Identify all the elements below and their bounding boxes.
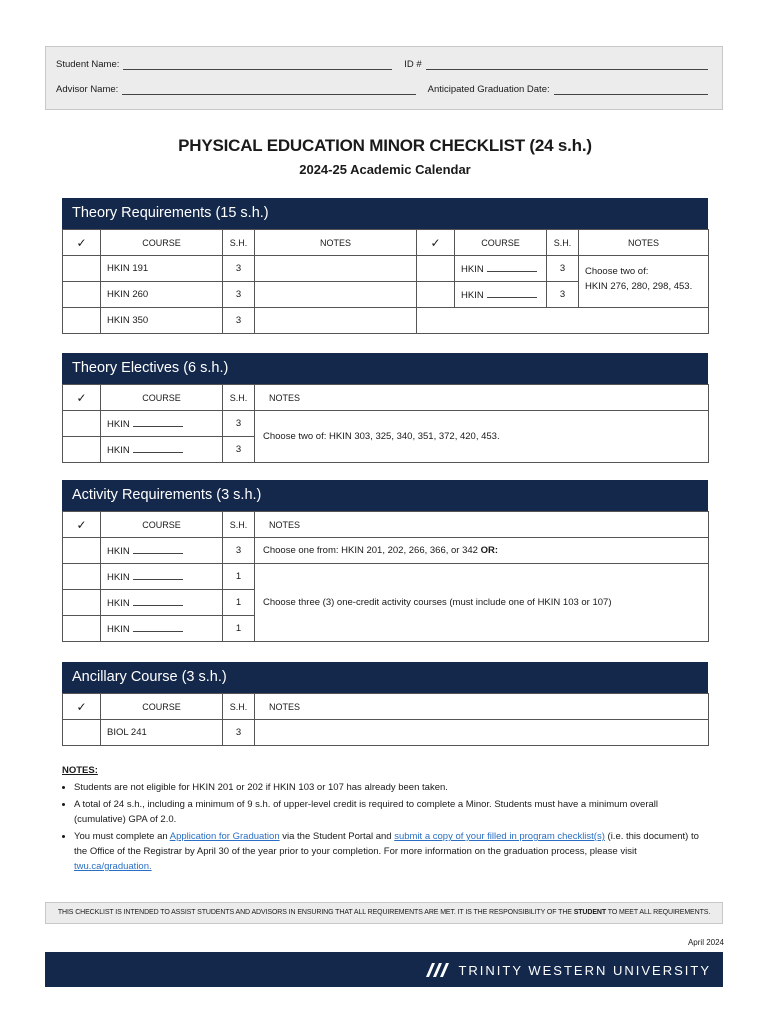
check-cell[interactable] <box>63 616 101 642</box>
application-for-graduation-link[interactable]: Application for Graduation <box>169 831 280 842</box>
check-cell[interactable] <box>417 256 455 282</box>
notes-column-header: NOTES <box>255 385 709 411</box>
student-info-box <box>45 46 723 110</box>
sh-cell: 3 <box>223 411 255 437</box>
sh-cell: 1 <box>223 590 255 616</box>
theory-section-heading: Theory Requirements (15 s.h.) <box>62 198 708 229</box>
sh-cell: 1 <box>223 616 255 642</box>
ancillary-section-heading: Ancillary Course (3 s.h.) <box>62 662 708 693</box>
note-item-3: • You must complete an Application for Graduation via the Student Portal and submit a copy of your filled in program checklist(s) (i.e. this document) to the Office of the Registrar by April 30 of the year prior to your completion. For more information on the graduation process, please visit twu.ca/graduation. <box>74 829 712 874</box>
activity-section-heading: Activity Requirements (3 s.h.) <box>62 480 708 511</box>
sh-column-header: S.H. <box>547 230 579 256</box>
grad-date-field[interactable] <box>554 84 708 95</box>
course-cell[interactable]: HKIN <box>455 256 547 282</box>
theory-table <box>62 229 709 334</box>
sh-cell: 3 <box>223 308 255 334</box>
course-cell: HKIN 260 <box>101 282 223 308</box>
footer-bar <box>45 952 723 987</box>
sh-cell: 1 <box>223 564 255 590</box>
student-name-label: Student Name: <box>56 59 120 70</box>
check-column-header: ✓ <box>63 385 101 411</box>
check-cell[interactable] <box>63 720 101 746</box>
id-label: ID # <box>404 59 422 70</box>
course-column-header: COURSE <box>101 512 223 538</box>
notes-cell[interactable] <box>255 308 417 334</box>
grad-date-label: Anticipated Graduation Date: <box>427 84 550 95</box>
university-name: TRINITY WESTERN UNIVERSITY <box>458 962 711 978</box>
sh-cell: 3 <box>223 720 255 746</box>
check-column-header: ✓ <box>63 694 101 720</box>
check-cell[interactable] <box>63 538 101 564</box>
check-cell[interactable] <box>63 256 101 282</box>
check-cell[interactable] <box>63 564 101 590</box>
notes-section <box>62 763 712 876</box>
check-column-header: ✓ <box>63 512 101 538</box>
course-cell[interactable]: HKIN <box>101 538 223 564</box>
id-field[interactable] <box>426 59 708 70</box>
course-cell[interactable]: HKIN <box>455 282 547 308</box>
check-cell[interactable] <box>63 437 101 463</box>
university-logo-icon <box>424 961 450 979</box>
electives-note: Choose two of: HKIN 303, 325, 340, 351, 372, 420, 453. <box>255 411 709 463</box>
page-title: PHYSICAL EDUCATION MINOR CHECKLIST (24 s.h.) <box>178 136 592 155</box>
note-item-2: • A total of 24 s.h., including a minimum of 9 s.h. of upper-level credit is required to complete a Minor. Students must have a minimum overall (cumulative) GPA of 2.0. <box>74 797 712 827</box>
electives-section-heading: Theory Electives (6 s.h.) <box>62 353 708 384</box>
note-item-1: • Students are not eligible for HKIN 201 or 202 if HKIN 103 or 107 has already been taken. <box>74 780 712 795</box>
disclaimer-banner: THIS CHECKLIST IS INTENDED TO ASSIST STUDENTS AND ADVISORS IN ENSURING THAT ALL REQUIREMENTS ARE MET. IT IS THE RESPONSIBILITY OF THE STUDENT TO MEET ALL REQUIREMENTS. <box>45 902 723 924</box>
notes-column-header: NOTES <box>579 230 709 256</box>
submit-checklist-link[interactable]: submit a copy of your filled in program checklist(s) <box>394 831 605 842</box>
notes-cell[interactable] <box>255 256 417 282</box>
check-cell[interactable] <box>417 282 455 308</box>
course-cell: HKIN 191 <box>101 256 223 282</box>
notes-heading: NOTES: <box>62 765 98 776</box>
course-cell[interactable]: HKIN <box>101 411 223 437</box>
course-column-header: COURSE <box>101 385 223 411</box>
course-cell: HKIN 350 <box>101 308 223 334</box>
ancillary-table <box>62 693 709 746</box>
notes-column-header: NOTES <box>255 512 709 538</box>
sh-cell: 3 <box>223 437 255 463</box>
sh-cell: 3 <box>223 256 255 282</box>
advisor-name-label: Advisor Name: <box>56 84 119 95</box>
sh-column-header: S.H. <box>223 694 255 720</box>
theory-note-line-2: HKIN 276, 280, 298, 453. <box>585 281 693 292</box>
notes-cell <box>579 256 709 308</box>
graduation-url-link[interactable]: twu.ca/graduation. <box>74 861 152 872</box>
notes-column-header: NOTES <box>255 694 709 720</box>
course-cell: BIOL 241 <box>101 720 223 746</box>
sh-cell: 3 <box>547 256 579 282</box>
activity-note-1: Choose one from: HKIN 201, 202, 266, 366, or 342 OR: <box>255 538 709 564</box>
sh-column-header: S.H. <box>223 385 255 411</box>
sh-cell: 3 <box>547 282 579 308</box>
course-column-header: COURSE <box>101 230 223 256</box>
advisor-name-field[interactable] <box>122 84 415 95</box>
course-cell[interactable]: HKIN <box>101 564 223 590</box>
university-logo <box>424 961 711 979</box>
notes-cell[interactable] <box>255 720 709 746</box>
electives-table <box>62 384 709 463</box>
sh-column-header: S.H. <box>223 230 255 256</box>
course-cell[interactable]: HKIN <box>101 616 223 642</box>
empty-cell <box>417 308 709 334</box>
check-column-header: ✓ <box>417 230 455 256</box>
sh-cell: 3 <box>223 282 255 308</box>
check-cell[interactable] <box>63 282 101 308</box>
sh-column-header: S.H. <box>223 512 255 538</box>
revision-date: April 2024 <box>687 938 724 947</box>
course-column-header: COURSE <box>101 694 223 720</box>
notes-column-header: NOTES <box>255 230 417 256</box>
course-column-header: COURSE <box>455 230 547 256</box>
theory-note-line-1: Choose two of: <box>585 266 649 277</box>
course-cell[interactable]: HKIN <box>101 437 223 463</box>
student-name-field[interactable] <box>123 59 392 70</box>
course-cell[interactable]: HKIN <box>101 590 223 616</box>
check-cell[interactable] <box>63 590 101 616</box>
sh-cell: 3 <box>223 538 255 564</box>
check-cell[interactable] <box>63 308 101 334</box>
notes-cell[interactable] <box>255 282 417 308</box>
page-subtitle: 2024-25 Academic Calendar <box>299 162 471 177</box>
activity-note-2: Choose three (3) one-credit activity courses (must include one of HKIN 103 or 107) <box>255 564 709 642</box>
check-cell[interactable] <box>63 411 101 437</box>
activity-table <box>62 511 709 642</box>
check-column-header: ✓ <box>63 230 101 256</box>
